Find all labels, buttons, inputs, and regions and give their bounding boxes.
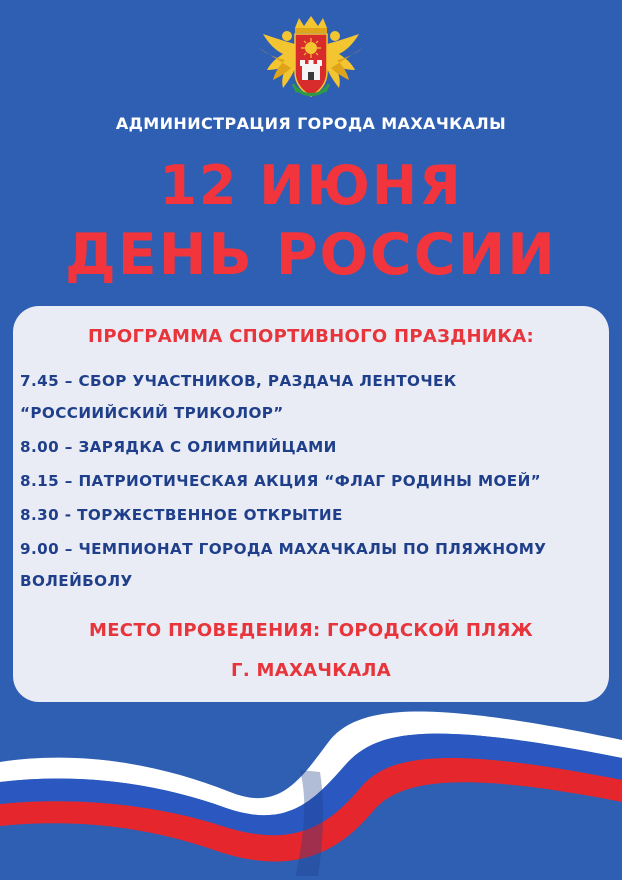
program-card xyxy=(13,306,609,702)
program-item: 8.15 – ПАТРИОТИЧЕСКАЯ АКЦИЯ “ФЛАГ РОДИНЫ МОЕЙ” xyxy=(20,472,542,490)
program-item: 9.00 – ЧЕМПИОНАТ ГОРОДА МАХАЧКАЛЫ ПО ПЛЯЖНОМУ xyxy=(20,540,547,558)
program-item: “РОССИИЙСКИЙ ТРИКОЛОР” xyxy=(20,404,284,422)
venue-line: МЕСТО ПРОВЕДЕНИЯ: ГОРОДСКОЙ ПЛЯЖ xyxy=(89,620,533,641)
program-title: ПРОГРАММА СПОРТИВНОГО ПРАЗДНИКА: xyxy=(88,326,534,347)
russian-tricolor-ribbon-icon xyxy=(0,700,622,880)
headline-holiday: ДЕНЬ РОССИИ xyxy=(65,222,557,288)
program-item: 8.30 - ТОРЖЕСТВЕННОЕ ОТКРЫТИЕ xyxy=(20,506,343,524)
program-item: ВОЛЕЙБОЛУ xyxy=(20,572,133,590)
headline-date: 12 ИЮНЯ xyxy=(159,154,463,217)
program-item: 7.45 – СБОР УЧАСТНИКОВ, РАЗДАЧА ЛЕНТОЧЕК xyxy=(20,372,457,390)
venue-city: Г. МАХАЧКАЛА xyxy=(231,660,391,681)
makhachkala-coat-of-arms-icon xyxy=(253,14,369,104)
program-item: 8.00 – ЗАРЯДКА С ОЛИМПИЙЦАМИ xyxy=(20,438,337,456)
organization-title: АДМИНИСТРАЦИЯ ГОРОДА МАХАЧКАЛЫ xyxy=(115,114,507,133)
